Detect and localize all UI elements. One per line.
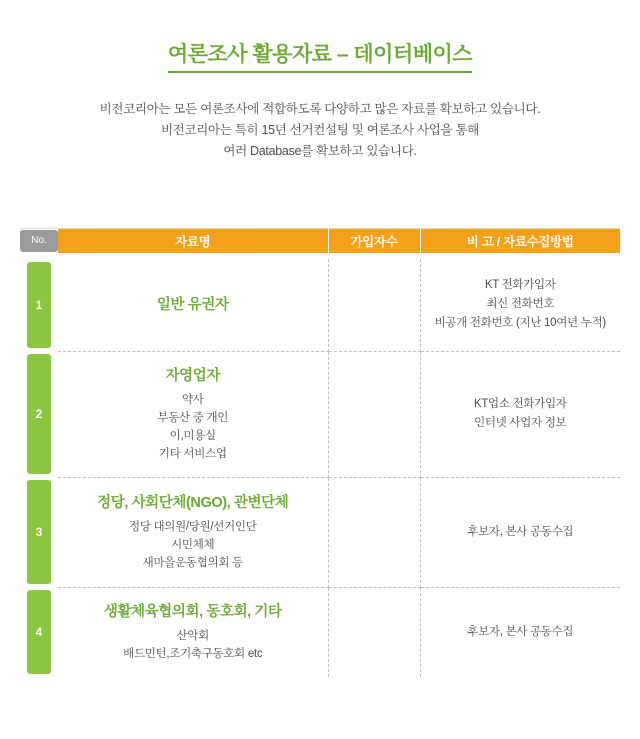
row-number-cell [20,587,58,677]
note-line: 최신 전화번호 [486,298,555,311]
row-count-cell [328,259,420,351]
table-row [20,351,620,477]
row-sub-item: 정당 대의원/당원/선거인단 [128,521,257,533]
row-note-cell [420,351,620,477]
database-table-wrap [20,228,620,677]
row-sub-item: 배드민턴,조기축구동호회 etc [123,648,263,661]
row-sub-item: 약사 [181,394,204,406]
row-name-cell [58,477,328,587]
row-sub-item: 산악회 [176,630,209,643]
intro-line-1: 비전코리아는 모든 여론조사에 적합하도록 다양하고 많은 자료를 확보하고 있습니다. [99,102,541,116]
row-main-name: 자영업자 [165,368,220,384]
row-number-cell [20,259,58,351]
note-line: KT업소 전화가입자 [473,398,567,410]
row-number-badge: 4 [27,590,51,674]
intro-line-2: 비전코리아는 특히 15년 선거컨설팅 및 여론조사 사업을 통해 [160,123,480,137]
row-sub-item: 기타 서비스업 [158,448,227,460]
page-title-text: 여론조사 활용자료 – 데이터베이스 [168,38,472,73]
row-count-cell [328,351,420,477]
header-name: 자료명 [58,229,328,254]
row-note-cell [420,259,620,351]
page-title [0,38,640,73]
page-root [0,38,640,739]
row-sub-item: 부동산 중 개인 [157,412,229,424]
row-main-name: 생활체육협의회, 동호회, 기타 [103,604,282,621]
row-sub-item: 새마을운동협의회 등 [142,557,243,569]
note-line: KT 전화가입자 [484,279,556,292]
row-sub-item: 시민체체 [171,539,215,551]
note-line: 인터넷 사업자 정보 [474,417,567,429]
table-header-row [20,229,620,254]
intro-paragraph [0,99,640,162]
row-sub-list [58,518,328,572]
row-name-cell [58,351,328,477]
header-no-label: No. [20,230,58,252]
row-count-cell [328,477,420,587]
row-name-cell [58,587,328,677]
header-note: 비 고 / 자료수집방법 [420,229,620,254]
row-main-name: 정당, 사회단체(NGO), 관변단체 [97,495,289,511]
row-main-name: 일반 유권자 [156,296,229,313]
row-count-cell [328,587,420,677]
intro-line-3: 여러 Database를 확보하고 있습니다. [223,144,417,158]
row-number-badge: 2 [27,354,51,474]
database-table [20,228,620,677]
row-number-badge: 3 [27,480,51,584]
header-no-cell [20,229,58,254]
row-sub-list [58,391,328,463]
row-note-cell [420,477,620,587]
row-name-cell [58,259,328,351]
table-row [20,259,620,351]
note-line: 후보자, 본사 공동수집 [467,525,574,538]
note-line: 비공개 전화번호 (지난 10여년 누적) [434,317,606,330]
note-line: 후보자, 본사 공동수집 [467,625,574,638]
row-sub-list [58,627,328,663]
row-number-cell [20,351,58,477]
row-number-cell [20,477,58,587]
row-sub-item: 이,미용실 [169,430,216,442]
row-note-cell [420,587,620,677]
table-row [20,587,620,677]
header-count: 가입자수 [328,229,420,254]
row-number-badge: 1 [27,262,51,348]
table-row [20,477,620,587]
